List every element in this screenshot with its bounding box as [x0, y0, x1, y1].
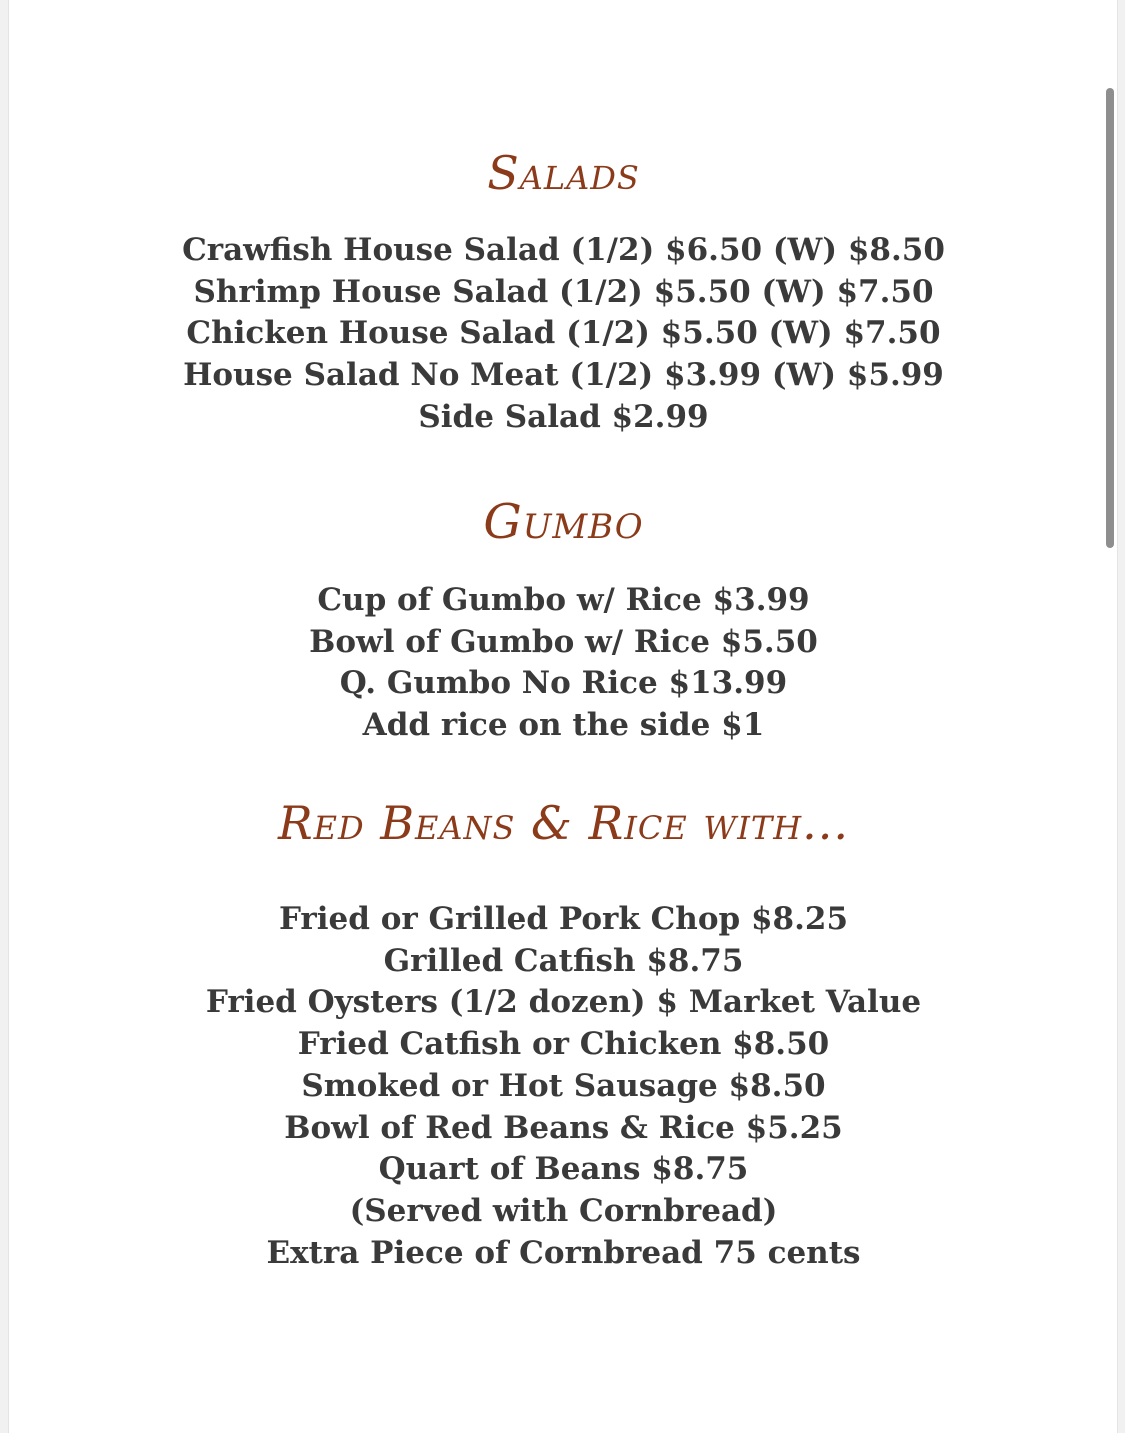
- section-heading-salads: Salads: [487, 146, 640, 200]
- menu-item: Smoked or Hot Sausage $8.50: [301, 1067, 826, 1104]
- menu-item: Fried Catfish or Chicken $8.50: [297, 1026, 830, 1063]
- menu-item: Q. Gumbo No Rice $13.99: [339, 665, 788, 702]
- menu-item: (Served with Cornbread): [349, 1192, 778, 1229]
- menu-item: Extra Piece of Cornbread 75 cents: [266, 1234, 861, 1271]
- menu-item: Cup of Gumbo w/ Rice $3.99: [317, 582, 810, 618]
- menu-item: Quart of Beans $8.75: [378, 1151, 749, 1188]
- gumbo-list: [1, 580, 1125, 747]
- menu-item: Fried Oysters (1/2 dozen) $ Market Value: [205, 984, 922, 1021]
- menu-item: Add rice on the side $1: [362, 707, 765, 744]
- menu-item: Chicken House Salad (1/2) $5.50 (W) $7.50: [186, 315, 941, 352]
- menu-item: Fried or Grilled Pork Chop $8.25: [278, 901, 849, 937]
- salads-list: [1, 230, 1125, 439]
- red-beans-list: [1, 899, 1125, 1274]
- menu-item: Side Salad $2.99: [418, 398, 709, 435]
- menu-sheet: [8, 0, 1118, 1433]
- menu-item: Crawfish House Salad (1/2) $6.50 (W) $8.50: [182, 232, 945, 268]
- menu-item: House Salad No Meat (1/2) $3.99 (W) $5.99: [183, 357, 944, 394]
- vertical-scrollbar[interactable]: [1106, 88, 1114, 548]
- menu-item: Bowl of Gumbo w/ Rice $5.50: [309, 623, 818, 660]
- menu-item: Grilled Catfish $8.75: [383, 942, 744, 979]
- menu-item: Shrimp House Salad (1/2) $5.50 (W) $7.50: [193, 273, 934, 310]
- section-heading-red-beans: Red Beans & Rice with...: [277, 796, 850, 850]
- menu-item: Bowl of Red Beans & Rice $5.25: [284, 1109, 843, 1146]
- section-heading-gumbo: Gumbo: [483, 494, 644, 550]
